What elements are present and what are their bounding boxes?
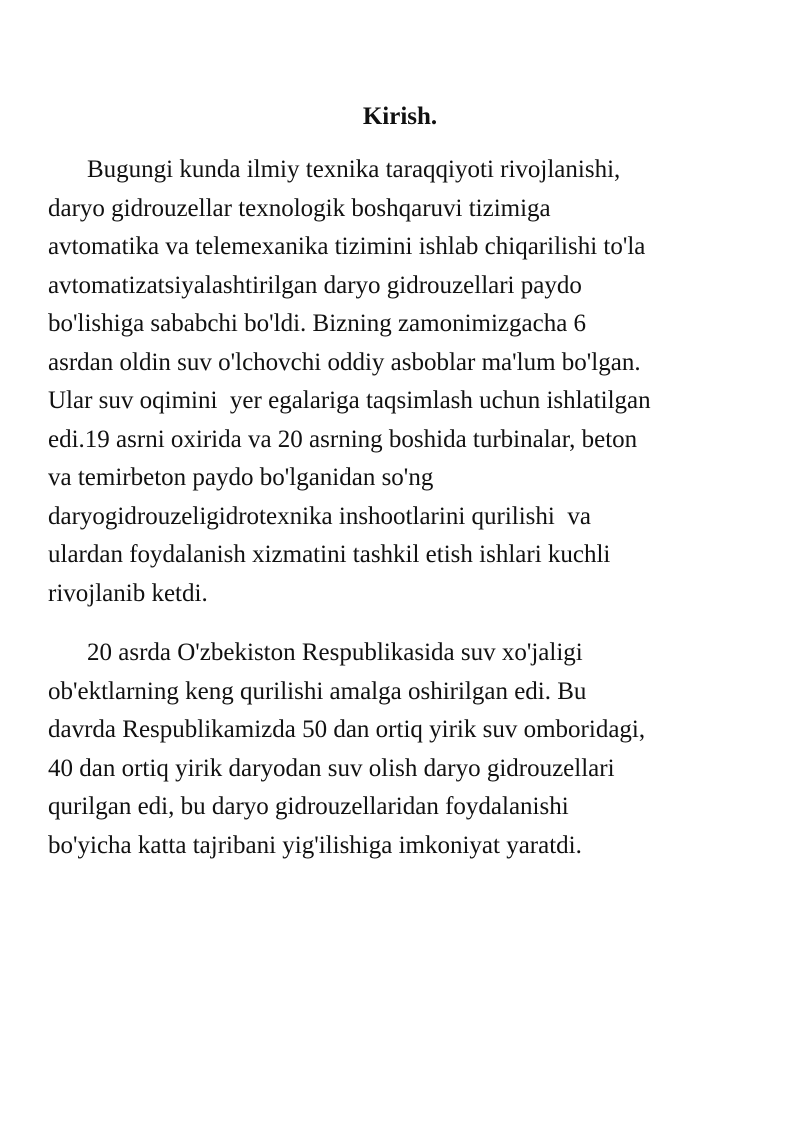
title-period: . (430, 103, 438, 130)
paragraph-line: bo'yicha katta tajribani yig'ilishiga imkoniyat yaratdi. (48, 831, 582, 859)
paragraph-line: rivojlanib ketdi. (48, 579, 208, 607)
paragraph-line: Bugungi kunda ilmiy texnika taraqqiyoti rivojlanishi, (87, 156, 621, 183)
paragraph-history (48, 634, 768, 865)
paragraph-line: avtomatizatsiyalashtirilgan daryo gidrouzellari paydo (48, 271, 582, 299)
paragraph-line: Ular suv oqimini yer egalariga taqsimlash uchun ishlatilgan (48, 387, 651, 414)
paragraph-intro (48, 151, 768, 613)
paragraph-line: 40 dan ortiq yirik daryodan suv olish daryo gidrouzellari (48, 754, 615, 782)
title-word: Kirish (362, 103, 431, 130)
paragraph-line: davrda Respublikamizda 50 dan ortiq yirik suv omboridagi, (48, 716, 646, 743)
paragraph-line: qurilgan edi, bu daryo gidrouzellaridan foydalanishi (48, 793, 569, 820)
paragraph-line: ulardan foydalanish xizmatini tashkil etish ishlari kuchli (48, 541, 611, 568)
paragraph-line: daryogidrouzeligidrotexnika inshootlarini qurilishi va (48, 502, 591, 530)
paragraph-line: 20 asrda O'zbekiston Respublikasida suv xo'jaligi (87, 639, 583, 666)
paragraph-line: va temirbeton paydo bo'lganidan so'ng (48, 464, 434, 491)
page-title (0, 100, 800, 134)
paragraph-line: asrdan oldin suv o'lchovchi oddiy asboblar ma'lum bo'lgan. (48, 348, 641, 376)
paragraph-line: bo'lishiga sababchi bo'ldi. Bizning zamonimizgacha 6 (48, 310, 587, 337)
paragraph-line: daryo gidrouzellar texnologik boshqaruvi tizimiga (48, 194, 551, 222)
paragraph-line: edi.19 asrni oxirida va 20 asrning boshida turbinalar, beton (48, 425, 638, 453)
paragraph-line: avtomatika va telemexanika tizimini ishlab chiqarilishi to'la (48, 233, 646, 260)
paragraph-line: ob'ektlarning keng qurilishi amalga oshirilgan edi. Bu (48, 677, 587, 705)
